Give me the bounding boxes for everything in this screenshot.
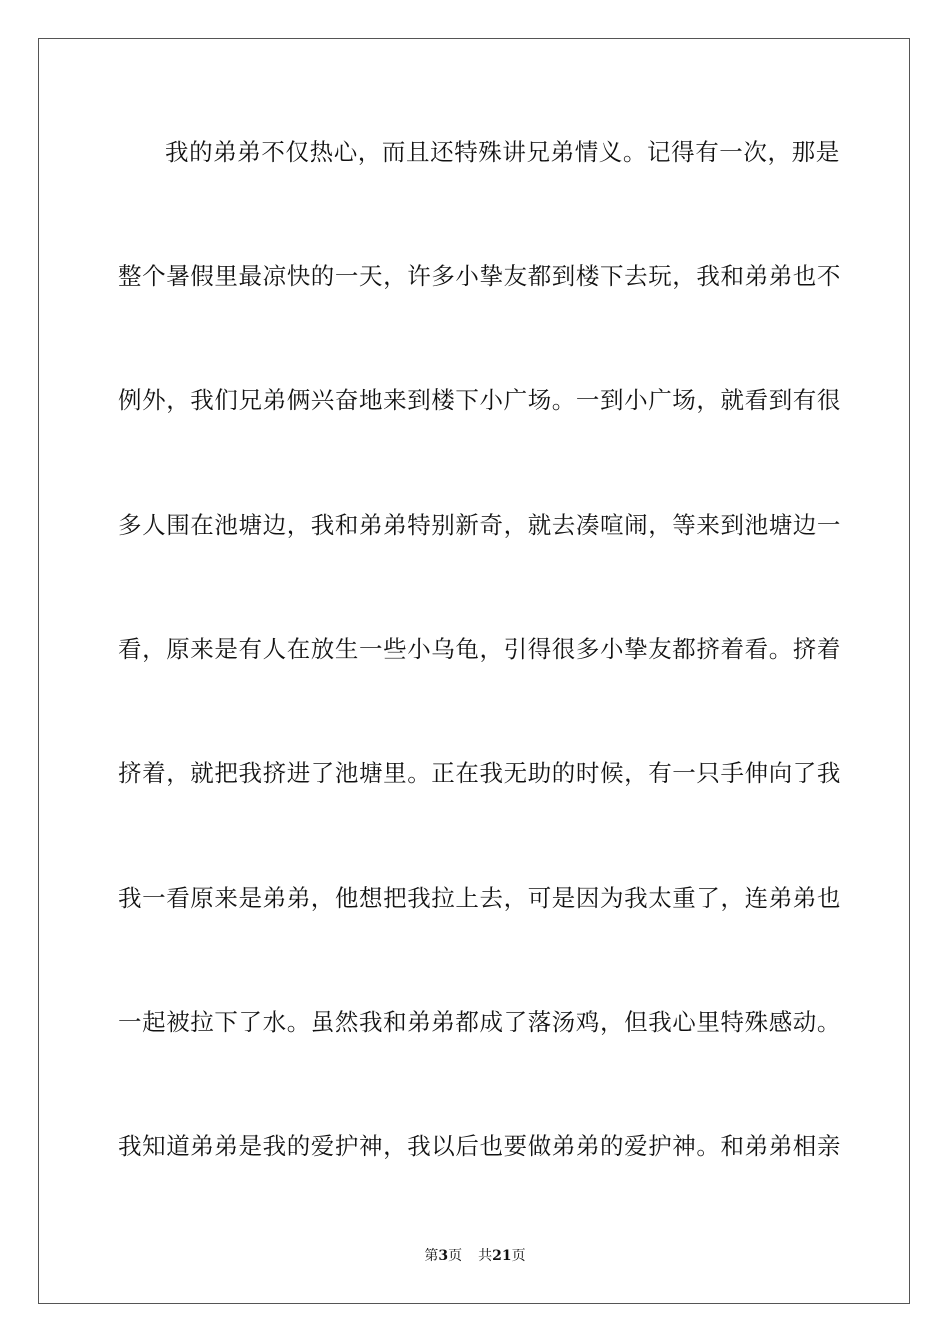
- page-footer: [0, 1246, 950, 1266]
- total-prefix: 共: [478, 1248, 493, 1264]
- paragraph-line-4: 多人围在池塘边，我和弟弟特别新奇，就去凑喧闹，等来到池塘边一: [118, 511, 841, 539]
- page-number: 3: [438, 1248, 449, 1264]
- paragraph-line-8: 一起被拉下了水。虽然我和弟弟都成了落汤鸡，但我心里特殊感动。: [118, 1008, 841, 1036]
- paragraph-line-2: 整个暑假里最凉快的一天，许多小挚友都到楼下去玩，我和弟弟也不: [118, 262, 841, 290]
- paragraph-line-9: 我知道弟弟是我的爱护神，我以后也要做弟弟的爱护神。和弟弟相亲: [118, 1132, 841, 1160]
- page-prefix: 第: [424, 1248, 439, 1264]
- paragraph-line-7: 我一看原来是弟弟，他想把我拉上去，可是因为我太重了，连弟弟也: [118, 884, 841, 912]
- paragraph-line-6: 挤着，就把我挤进了池塘里。正在我无助的时候，有一只手伸向了我: [118, 759, 841, 787]
- total-pages: 21: [492, 1248, 512, 1264]
- page-border: [38, 38, 910, 1304]
- paragraph-line-3: 例外，我们兄弟俩兴奋地来到楼下小广场。一到小广场，就看到有很: [118, 386, 841, 414]
- paragraph-line-1: 我的弟弟不仅热心，而且还特殊讲兄弟情义。记得有一次，那是: [165, 138, 840, 166]
- paragraph-line-5: 看，原来是有人在放生一些小乌龟，引得很多小挚友都挤着看。挤着: [118, 635, 841, 663]
- total-suffix: 页: [511, 1248, 526, 1264]
- page-suffix: 页: [448, 1248, 463, 1264]
